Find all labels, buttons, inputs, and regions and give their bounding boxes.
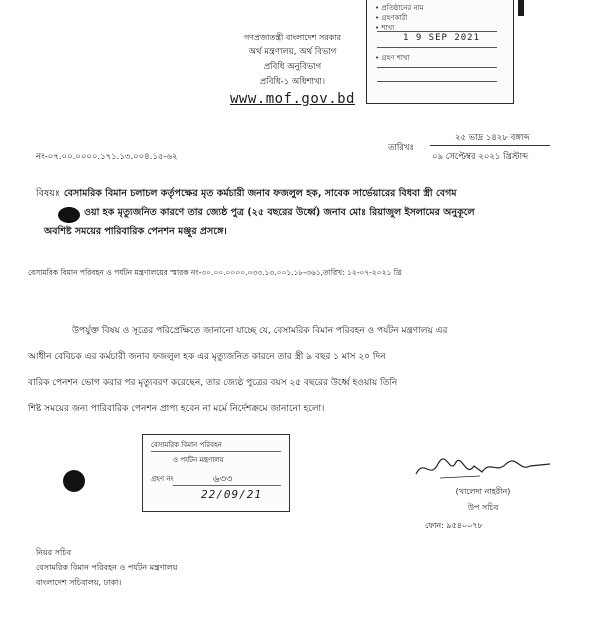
stamp-line: গ্রহণ নং (151, 475, 174, 483)
signer-block (443, 484, 523, 516)
ink-blot (58, 207, 80, 223)
government-name: গণপ্রজাতন্ত্রী বাংলাদেশ সরকার (243, 33, 342, 42)
stamp-date: 1 9 SEP 2021 (403, 33, 481, 43)
corner-mark (518, 0, 524, 16)
branch-name: প্রবিধি-১ অধিশাখা। (259, 77, 326, 87)
recipient-line: নিয়র সচিব (36, 548, 72, 557)
date-bengali: ২৫ ভাদ্র ১৪২৮ বঙ্গাব্দ (455, 133, 530, 143)
subject-line: অবশিষ্ট সময়ের পারিবারিক পেনশন মঞ্জুর প্রসঙ্গে। (44, 226, 227, 237)
recipient-line: বাংলাদেশ সচিবালয়, ঢাকা। (36, 578, 122, 587)
signer-phone: ফোন: ৯৫৪০০৭৮ (425, 521, 483, 530)
stamp-row: • গ্রহণ শাখা (375, 54, 410, 62)
body-paragraph (28, 318, 598, 422)
ministry-name: অর্থ মন্ত্রণালয়, অর্থ বিভাগ (248, 47, 337, 57)
date-label: তারিখঃ (388, 143, 415, 153)
letterhead (205, 30, 380, 107)
date-divider (430, 145, 550, 146)
stamp-line: বেসামরিক বিমান পরিবহন (151, 441, 222, 449)
stamp-line: ও পর্যটন মন্ত্রণালয় (173, 456, 224, 464)
stamp-number: ৬৩৩ (213, 474, 233, 485)
signer-title: উপ সচিব (467, 503, 499, 512)
subject-label: বিষয়ঃ (36, 188, 60, 199)
recipient-block (36, 545, 177, 590)
recipient-line: বেসামরিক বিমান পরিবহন ও পর্যটন মন্ত্রণালয় (36, 563, 178, 572)
subject-line: বেসামরিক বিমান চলাচল কর্তৃপক্ষের মৃত কর্মচারী জনাব ফজলুল হক, সাবেক সার্ভেয়ারের বিধবা স্ত্রী বেগম (63, 188, 457, 199)
memo-number: নং-০৭.০০.০০০০.১৭১.১৩.০০৪.১৫-৬২ (36, 152, 178, 162)
ink-dot (63, 470, 85, 492)
date-english: ০৯ সেপ্টেম্বর ২০২১ খ্রিস্টাব্দ (432, 152, 529, 162)
signature (410, 452, 560, 482)
receipt-stamp (366, 0, 514, 104)
subject-block (36, 184, 596, 241)
body-line: শিষ্ট সময়ের জন্য পারিবারিক পেনশন প্রাপ্য হবেন না মর্মে নির্দেশক্রমে জানানো হলো। (28, 404, 325, 414)
body-line: বারিক পেনশন ভোগ করার পর মৃত্যুবরণ করেছেন, তার জ্যেষ্ঠ পুত্রের বয়স ২৫ বছরের উর্ধ্বে হওয়ায় তিনি (28, 378, 398, 388)
received-stamp (142, 434, 290, 512)
stamp-row: • প্রতিষ্ঠানের নাম (375, 4, 424, 12)
reference-line: বেসামরিক বিমান পরিবহন ও পর্যটন মন্ত্রণালয়ের স্মারক নং-৩০.০০.০০০০.০৩৩.১৩.০০১.১৮-৩৬১,তারিখ: ১২-০৭-২০২১ খ্রি (28, 268, 402, 277)
website-link[interactable]: www.mof.gov.bd (229, 91, 355, 107)
body-line: উপর্যুক্ত বিষয় ও সূত্রের পরিপ্রেক্ষিতে জানানো যাচ্ছে যে, বেসামরিক বিমান পরিবহন ও পর্যটন মন্ত্রণালয় এর (72, 326, 448, 336)
subject-line: ওয়া হক মৃত্যুজনিত কারণে তার জ্যেষ্ঠ পুত্র (২৫ বছরের উর্ধ্বে) জনাব মোঃ রিয়াজুল ইসলামের অনুকূলে (84, 207, 475, 218)
signer-name: (খালেদা নাহরীন) (455, 487, 511, 496)
body-line: আধীন বেবিচক এর কর্মচারী জনাব ফজলুল হক এর মৃত্যুজনিত কারনে তার স্ত্রী ৯ বছর ১ মাস ২০ দিন (28, 352, 386, 362)
stamp-handwritten-date: 22/09/21 (201, 488, 262, 501)
stamp-row: • শাখা (375, 24, 395, 32)
division-name: প্রবিধি অনুবিভাগ (263, 62, 322, 72)
stamp-row: • গ্রহণকারী (375, 14, 408, 22)
